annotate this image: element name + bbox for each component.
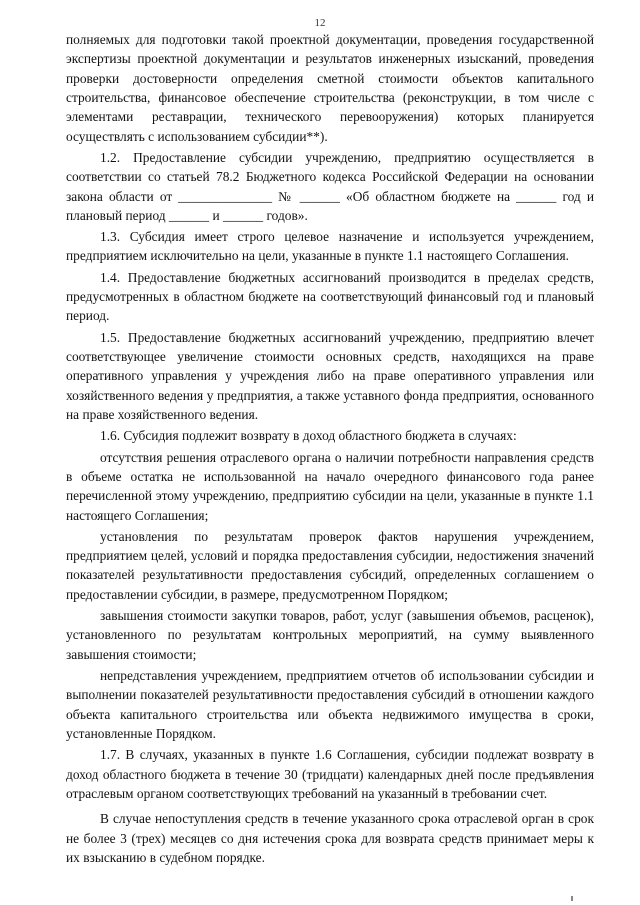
paragraph-continuation: полняемых для подготовки такой проектной документации, проведения государственной экспертизы проектной документации и результатов инженерных изысканий, проведения проверки достоверности определения сметной стоимости объектов капитального строительства, финансовое обеспечение строительства (реконструкции, в том числе с элементами реставрации, технического перевооружения) которых планируется осуществлять с использованием субсидии**).: [66, 32, 594, 144]
list-item-violations: установления по результатам проверок фактов нарушения учреждением, предприятием целей, условий и порядка предоставления субсидии, недостижения значений показателей результативности предоставления субсидий, определенных соглашением о предоставлении субсидии, в размере, предусмотренном Порядком;: [66, 528, 594, 602]
list-item-no-reports: непредставления учреждением, предприятием отчетов об использовании субсидии и выполнении показателей результативности предоставления субсидий в отношении каждого объекта капитального строительства или объекта недвижимого имущества в сроки, установленные Порядком.: [66, 668, 594, 741]
paragraph-1-7: 1.7. В случаях, указанных в пункте 1.6 Соглашения, субсидии подлежат возврату в доход областного бюджета в течение 30 (тридцати) календарных дней после предъявления отраслевым органом соответствующих требований на указанный в требовании счет.: [66, 747, 594, 801]
list-item-no-decision: отсутствия решения отраслевого органа о наличии потребности направления средств в объеме остатка не использованной на начало очередного финансового года ранее перечисленной этому учреждению, предприятию субсидии на цели, указанные в пункте 1.1 настоящего Соглашения;: [66, 449, 594, 523]
paragraph-1-3: 1.3. Субсидия имеет строго целевое назначение и используется учреждением, предприятием исключительно на цели, указанные в пункте 1.1 настоящего Соглашения.: [66, 229, 594, 264]
paragraph-non-receipt: В случае непоступления средств в течение указанного срока отраслевой орган в срок не более 3 (трех) месяцев со дня истечения срока для возврата средств принимает меры к их взысканию в судебном порядке.: [66, 811, 594, 865]
list-item-overpricing: завышения стоимости закупки товаров, работ, услуг (завышения объемов, расценок), установленного по результатам контрольных мероприятий, на сумму выявленного завышения стоимости;: [66, 608, 594, 662]
paragraph-1-6: 1.6. Субсидия подлежит возврату в доход областного бюджета в случаях:: [100, 428, 517, 444]
paragraph-1-4: 1.4. Предоставление бюджетных ассигнований производится в пределах средств, предусмотренных в областном бюджете на соответствующий финансовый год и плановый период.: [66, 269, 594, 324]
paragraph-1-2: 1.2. Предоставление субсидии учреждению, предприятию осуществляется в соответствии со статьей 78.2 Бюджетного кодекса Российской Федерации на основании закона области от ______________ № ______ «Об областном бюджете на ______ год и плановый период ______ и ______ годов».: [66, 149, 594, 223]
document-body: [66, 30, 594, 869]
page-number: 12: [314, 17, 326, 29]
scan-mark: [571, 896, 573, 901]
paragraph-1-5: 1.5. Предоставление бюджетных ассигнований учреждению, предприятию влечет соответствующее увеличение стоимости основных средств, находящихся на праве оперативного управления у учреждения либо на праве оперативного управления или хозяйственного ведения у предприятия, а также уставного фонда предприятия, основанного на праве хозяйственного ведения.: [66, 329, 594, 422]
